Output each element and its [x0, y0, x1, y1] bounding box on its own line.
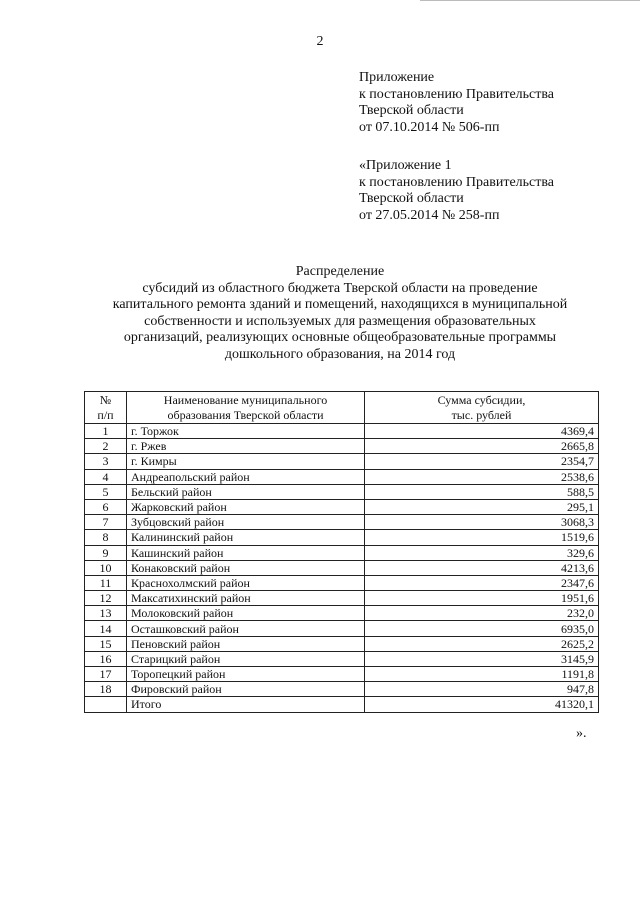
table-row: [85, 606, 599, 621]
municipality-name: Андреапольский район: [127, 469, 365, 484]
subsidy-amount: 4213,6: [365, 560, 599, 575]
municipality-name: Старицкий район: [127, 651, 365, 666]
table-row: [85, 469, 599, 484]
municipality-name: Осташковский район: [127, 621, 365, 636]
municipality-name: Молоковский район: [127, 606, 365, 621]
table-row: [85, 621, 599, 636]
table-row: [85, 560, 599, 575]
appendix-line: Приложение: [359, 70, 435, 85]
table-row: [85, 515, 599, 530]
table-row: [85, 424, 599, 439]
total-label: Итого: [127, 697, 365, 712]
subsidy-amount: 3068,3: [365, 515, 599, 530]
table-row: [85, 651, 599, 666]
header-subsidy-amount: [365, 392, 599, 424]
appendix-current-reference: [359, 70, 554, 136]
subsidy-distribution-table: [84, 391, 599, 713]
municipality-name: Зубцовский район: [127, 515, 365, 530]
municipality-name: г. Торжок: [127, 424, 365, 439]
title-line: субсидий из областного бюджета Тверской области на проведение: [142, 280, 538, 296]
title-line: Распределение: [295, 264, 385, 279]
subsidy-amount: 295,1: [365, 499, 599, 514]
row-number: 6: [85, 499, 127, 514]
municipality-name: Максатихинский район: [127, 591, 365, 606]
table-row: [85, 636, 599, 651]
table-row: [85, 667, 599, 682]
header-municipality-line: образования Тверской области: [167, 407, 324, 422]
row-number: 11: [85, 575, 127, 590]
header-number: [85, 392, 127, 424]
header-municipality-line: Наименование муниципального: [163, 392, 328, 407]
title-line: дошкольного образования, на 2014 год: [224, 346, 456, 362]
row-number: 7: [85, 515, 127, 530]
table-row: [85, 499, 599, 514]
appendix-line: «Приложение 1: [359, 158, 452, 173]
subsidy-amount: 3145,9: [365, 651, 599, 666]
header-number-line: №: [99, 392, 112, 407]
subsidy-amount: 1951,6: [365, 591, 599, 606]
municipality-name: Кашинский район: [127, 545, 365, 560]
total-number: [85, 697, 127, 712]
row-number: 5: [85, 484, 127, 499]
table-row: [85, 454, 599, 469]
subsidy-amount: 2665,8: [365, 439, 599, 454]
row-number: 14: [85, 621, 127, 636]
table-row: [85, 484, 599, 499]
row-number: 8: [85, 530, 127, 545]
appendix-line: от 07.10.2014 № 506-пп: [359, 119, 500, 135]
subsidy-amount: 2625,2: [365, 636, 599, 651]
row-number: 4: [85, 469, 127, 484]
appendix-line: Тверской области: [359, 191, 464, 206]
header-amount-line: тыс. рублей: [451, 407, 512, 422]
title-line: собственности и используемых для размещения образовательных: [144, 313, 536, 329]
header-number-line: п/п: [97, 407, 114, 422]
row-number: 16: [85, 651, 127, 666]
row-number: 18: [85, 682, 127, 697]
row-number: 12: [85, 591, 127, 606]
municipality-name: Торопецкий район: [127, 667, 365, 682]
document-title: [85, 264, 595, 363]
appendix-line: к постановлению Правительства: [359, 86, 555, 102]
row-number: 10: [85, 560, 127, 575]
total-amount: 41320,1: [365, 697, 599, 712]
appendix-line: от 27.05.2014 № 258-пп: [359, 207, 500, 223]
subsidy-amount: 232,0: [365, 606, 599, 621]
municipality-name: Фировский район: [127, 682, 365, 697]
subsidy-amount: 947,8: [365, 682, 599, 697]
municipality-name: г. Ржев: [127, 439, 365, 454]
header-amount-line: Сумма субсидии,: [437, 392, 526, 407]
municipality-name: Бельский район: [127, 484, 365, 499]
row-number: 3: [85, 454, 127, 469]
subsidy-amount: 1519,6: [365, 530, 599, 545]
appendix-original-reference: [359, 158, 554, 224]
subsidy-amount: 588,5: [365, 484, 599, 499]
table-row: [85, 530, 599, 545]
row-number: 2: [85, 439, 127, 454]
subsidy-amount: 329,6: [365, 545, 599, 560]
subsidy-amount: 2538,6: [365, 469, 599, 484]
header-municipality: [127, 392, 365, 424]
table-row: [85, 545, 599, 560]
municipality-name: г. Кимры: [127, 454, 365, 469]
subsidy-amount: 6935,0: [365, 621, 599, 636]
table-body: [85, 424, 599, 713]
table-row: [85, 439, 599, 454]
row-number: 9: [85, 545, 127, 560]
subsidy-amount: 1191,8: [365, 667, 599, 682]
table-row: [85, 575, 599, 590]
appendix-line: Тверской области: [359, 103, 464, 118]
row-number: 13: [85, 606, 127, 621]
row-number: 1: [85, 424, 127, 439]
total-row: [85, 697, 599, 712]
scan-edge-line: [420, 0, 640, 4]
title-line: капитального ремонта зданий и помещений, находящихся в муниципальной: [112, 297, 568, 312]
row-number: 15: [85, 636, 127, 651]
page-number: 2: [316, 34, 324, 49]
table-row: [85, 591, 599, 606]
table-row: [85, 682, 599, 697]
municipality-name: Пеновский район: [127, 636, 365, 651]
closing-quote: ».: [576, 726, 587, 741]
appendix-line: к постановлению Правительства: [359, 174, 555, 190]
municipality-name: Краснохолмский район: [127, 575, 365, 590]
municipality-name: Калининский район: [127, 530, 365, 545]
subsidy-amount: 2347,6: [365, 575, 599, 590]
title-line: организаций, реализующих основные общеобразовательные программы: [123, 330, 557, 345]
municipality-name: Жарковский район: [127, 499, 365, 514]
row-number: 17: [85, 667, 127, 682]
subsidy-amount: 4369,4: [365, 424, 599, 439]
municipality-name: Конаковский район: [127, 560, 365, 575]
table-header-row: [85, 392, 599, 424]
subsidy-amount: 2354,7: [365, 454, 599, 469]
